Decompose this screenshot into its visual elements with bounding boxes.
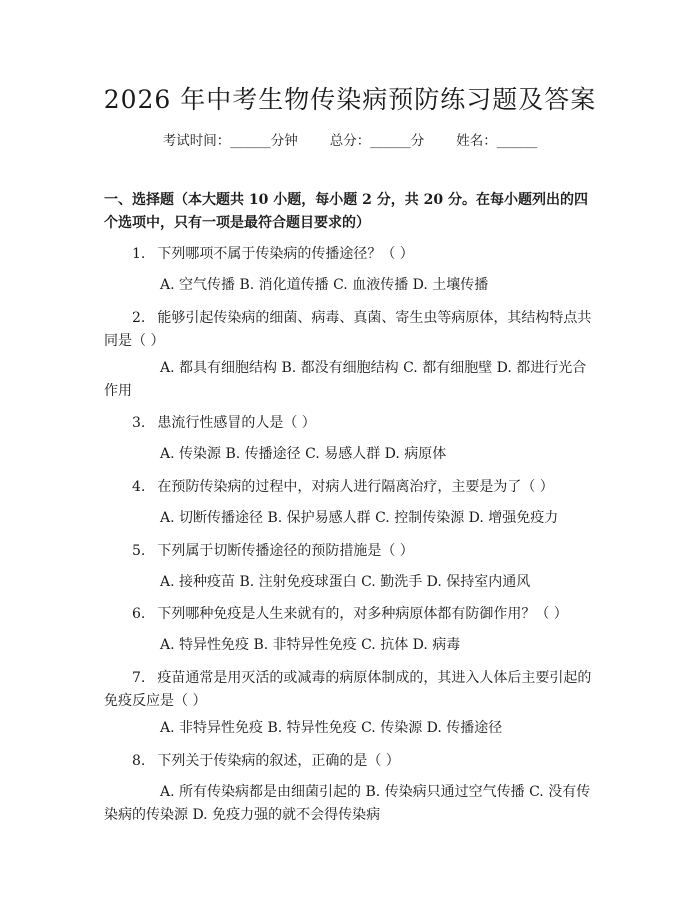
question-number: 8.	[132, 753, 146, 769]
question-text: 下列属于切断传播途径的预防措施是（ ）	[157, 543, 414, 559]
question-stem	[104, 750, 598, 773]
exam-info	[0, 131, 700, 151]
exam-time-field: 考试时间：______分钟	[162, 133, 298, 149]
question-number: 3.	[132, 415, 146, 431]
question-text: 疫苗通常是用灭活的或减毒的病原体制成的，其进入人体后主要引起的免疫反应是（ ）	[104, 670, 592, 709]
question-text: 下列哪种免疫是人生来就有的，对多种病原体都有防御作用？（ ）	[157, 606, 568, 622]
question-stem	[104, 307, 598, 353]
question-options: A. 非特异性免疫 B. 特异性免疫 C. 传染源 D. 传播途径	[160, 720, 503, 736]
question-stem	[104, 603, 598, 626]
question-number: 5.	[132, 543, 146, 559]
question-options: A. 传染源 B. 传播途径 C. 易感人群 D. 病原体	[160, 446, 447, 462]
question-text: 下列关于传染病的叙述，正确的是（ ）	[157, 753, 400, 769]
question-stem	[104, 243, 598, 266]
question-number: 1.	[132, 246, 146, 262]
question-text: 在预防传染病的过程中，对病人进行隔离治疗，主要是为了（ ）	[157, 479, 554, 495]
question-text: 能够引起传染病的细菌、病毒、真菌、寄生虫等病原体，其结构特点共同是（ ）	[104, 310, 592, 349]
question-stem	[104, 412, 598, 435]
question-stem	[104, 476, 598, 499]
question-stem	[104, 667, 598, 713]
question-number: 4.	[132, 479, 146, 495]
section-heading: 一、选择题（本大题共 10 小题，每小题 2 分，共 20 分。在每小题列出的四个选项中，只有一项是最符合题目要求的）	[104, 192, 588, 231]
question-stem	[104, 540, 598, 563]
question-text: 下列哪项不属于传染病的传播途径？（ ）	[157, 246, 414, 262]
total-score-field: 总分：______分	[329, 133, 425, 149]
document-title: 2026 年中考生物传染病预防练习题及答案	[103, 85, 597, 114]
question-options: A. 空气传播 B. 消化道传播 C. 血液传播 D. 土壤传播	[160, 277, 489, 293]
question-options: A. 特异性免疫 B. 非特异性免疫 C. 抗体 D. 病毒	[160, 637, 461, 653]
question-options: A. 接种疫苗 B. 注射免疫球蛋白 C. 勤洗手 D. 保持室内通风	[160, 574, 531, 590]
name-field: 姓名：______	[456, 133, 538, 149]
question-options: A. 所有传染病都是由细菌引起的 B. 传染病只通过空气传播 C. 没有传染病的传染源 D. 免疫力强的就不会得传染病	[104, 784, 591, 823]
question-text: 患流行性感冒的人是（ ）	[157, 415, 316, 431]
question-options: A. 都具有细胞结构 B. 都没有细胞结构 C. 都有细胞壁 D. 都进行光合作用	[104, 360, 587, 399]
question-number: 2.	[132, 310, 146, 326]
question-number: 6.	[132, 606, 146, 622]
question-options: A. 切断传播途径 B. 保护易感人群 C. 控制传染源 D. 增强免疫力	[160, 510, 559, 526]
question-number: 7.	[132, 670, 146, 686]
